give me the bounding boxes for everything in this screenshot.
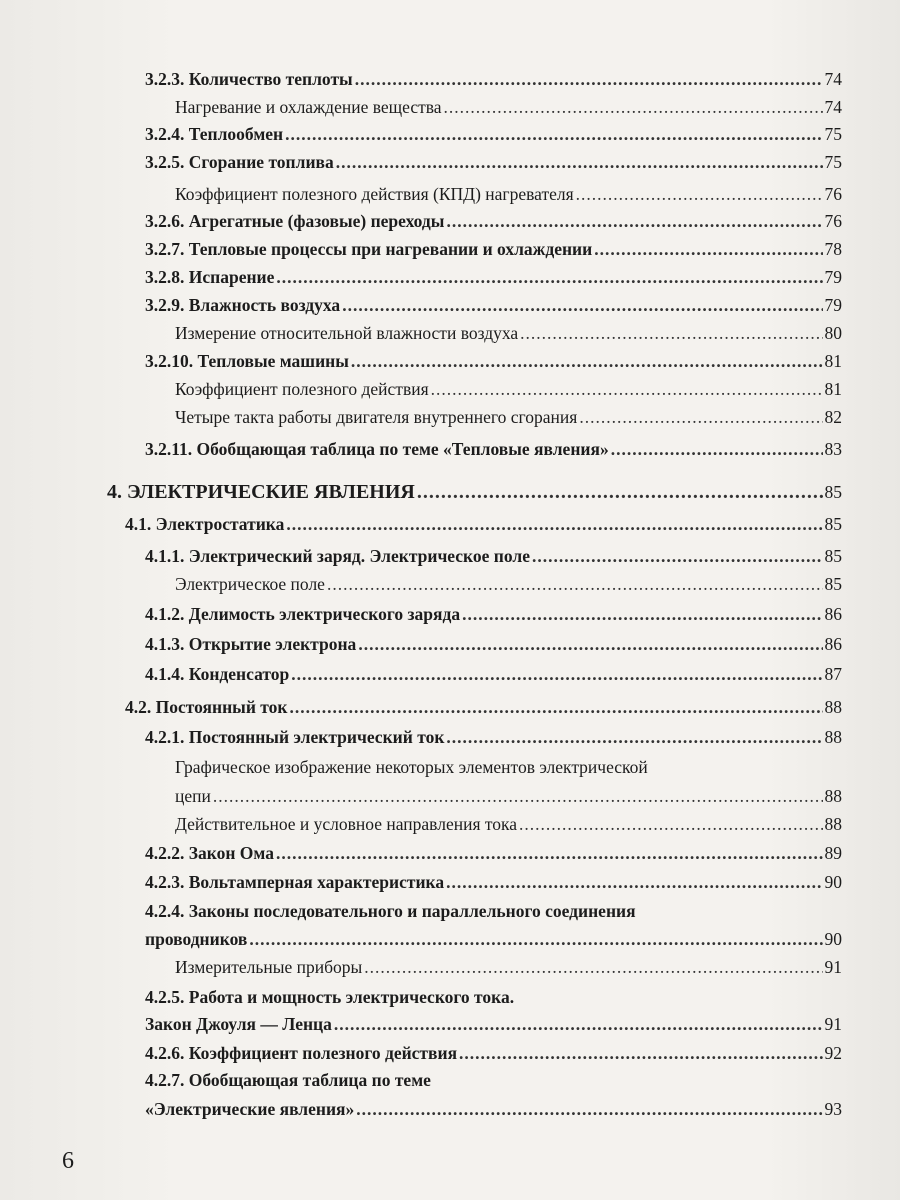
toc-entry-title: 3.2.4. Теплообмен [145, 124, 284, 144]
toc-page-number: 88 [824, 786, 842, 806]
toc-entry-title: Коэффициент полезного действия (КПД) нагревателя [175, 184, 574, 204]
dot-leader [291, 662, 822, 686]
toc-page-number: 86 [824, 634, 842, 654]
toc-entry [145, 725, 842, 749]
toc-entry-title: Графическое изображение некоторых элементов электрической [175, 757, 648, 777]
dot-leader [444, 95, 823, 119]
toc-page-number: 83 [824, 439, 842, 459]
toc-entry-title: 4. ЭЛЕКТРИЧЕСКИЕ ЯВЛЕНИЯ [107, 481, 415, 503]
toc-entry-title: Коэффициент полезного действия [175, 379, 429, 399]
toc-page-number: 93 [824, 1099, 842, 1119]
toc-entry [145, 122, 842, 146]
toc-entry [145, 1041, 842, 1065]
toc-page-number: 86 [824, 604, 842, 624]
toc-page-number: 88 [824, 697, 842, 717]
dot-leader [364, 955, 822, 979]
toc-entry [175, 182, 842, 206]
dot-leader [327, 572, 823, 596]
dot-leader [532, 544, 823, 568]
toc-entry-title: 3.2.8. Испарение [145, 267, 275, 287]
toc-entry [145, 841, 842, 865]
toc-entry [175, 572, 842, 596]
toc-entry-title: 4.2.4. Законы последовательного и параллельного соединения [145, 901, 636, 921]
toc-entry-title: 3.2.9. Влажность воздуха [145, 295, 341, 315]
dot-leader [334, 1012, 823, 1036]
toc-page-number: 81 [824, 351, 842, 371]
dot-leader [213, 784, 823, 808]
toc-entry-title: 4.1.2. Делимость электрического заряда [145, 604, 461, 624]
dot-leader [358, 632, 822, 656]
dot-leader [446, 725, 822, 749]
toc-entry-title: цепи [175, 786, 211, 806]
dot-leader [276, 265, 822, 289]
toc-page-number: 89 [824, 843, 842, 863]
dot-leader [356, 1097, 822, 1121]
dot-leader [431, 377, 823, 401]
toc-page-number: 74 [824, 69, 842, 89]
toc-entry [175, 377, 842, 401]
toc-entry [145, 632, 842, 656]
toc-page-number: 85 [824, 482, 842, 502]
toc-page-number: 90 [824, 929, 842, 949]
dot-leader [276, 841, 823, 865]
dot-leader [594, 237, 822, 261]
toc-page-number: 91 [824, 957, 842, 977]
dot-leader [286, 512, 822, 536]
toc-entry-title: 4.1.3. Открытие электрона [145, 634, 357, 654]
toc-entry [145, 349, 842, 373]
toc-page-number: 74 [824, 97, 842, 117]
toc-entry [175, 405, 842, 429]
toc-entry-title: 4.1.4. Конденсатор [145, 664, 290, 684]
toc-entry [145, 237, 842, 261]
toc-page-number: 79 [824, 295, 842, 315]
toc-entry-title: 4.1.1. Электрический заряд. Электрическое поле [145, 546, 530, 566]
toc-entry-title: 4.2.1. Постоянный электрический ток [145, 727, 445, 747]
toc-entry [145, 662, 842, 686]
toc-entry-title: 4.2.5. Работа и мощность электрического тока. [145, 987, 515, 1007]
toc-page-number: 88 [824, 814, 842, 834]
dot-leader [446, 209, 822, 233]
dot-leader [520, 321, 822, 345]
toc-entry-title: 4.2.7. Обобщающая таблица по теме [145, 1070, 431, 1090]
toc-entry-title: Нагревание и охлаждение вещества [175, 97, 442, 117]
dot-leader [342, 293, 822, 317]
toc-page-number: 85 [824, 574, 842, 594]
toc-entry-title: 3.2.10. Тепловые машины [145, 351, 349, 371]
dot-leader [417, 480, 823, 504]
toc-entry-title: 3.2.7. Тепловые процессы при нагревании и охлаждении [145, 239, 593, 259]
toc-page-number: 75 [824, 152, 842, 172]
toc-entry-title: 3.2.3. Количество теплоты [145, 69, 353, 89]
toc-entry [145, 209, 842, 233]
toc-entry-title: 4.2.2. Закон Ома [145, 843, 274, 863]
toc-entry-title: Электрическое поле [175, 574, 325, 594]
dot-leader [351, 349, 823, 373]
toc-entry-title: 3.2.5. Сгорание топлива [145, 152, 334, 172]
dot-leader [462, 602, 822, 626]
toc-entry [145, 544, 842, 568]
toc-entry [145, 265, 842, 289]
toc-page-number: 88 [824, 727, 842, 747]
toc-entry-title: Измерение относительной влажности воздуха [175, 323, 519, 343]
toc-entry-title: 4.1. Электростатика [125, 514, 285, 534]
toc-entry-title: 3.2.11. Обобщающая таблица по теме «Тепловые явления» [145, 439, 609, 459]
toc-entry-title: 4.2. Постоянный ток [125, 697, 288, 717]
page-number: 6 [62, 1148, 74, 1174]
toc-entry [175, 784, 842, 808]
toc-entry [145, 293, 842, 317]
toc-entry [145, 602, 842, 626]
dot-leader [519, 812, 822, 836]
toc-entry [145, 870, 842, 894]
toc-entry [145, 899, 636, 923]
toc-entry-title: 3.2.6. Агрегатные (фазовые) переходы [145, 211, 445, 231]
dot-leader [290, 695, 823, 719]
toc-entry [175, 321, 842, 345]
toc-page-number: 79 [824, 267, 842, 287]
toc-page-number: 90 [824, 872, 842, 892]
toc-entry-title: Измерительные приборы [175, 957, 363, 977]
toc-entry [175, 955, 842, 979]
toc-entry [145, 1097, 842, 1121]
toc-entry [107, 480, 842, 504]
toc-entry [125, 512, 842, 536]
toc-entry [145, 67, 842, 91]
toc-page-number: 85 [824, 514, 842, 534]
toc-page-number: 85 [824, 546, 842, 566]
toc-entry-title: «Электрические явления» [145, 1099, 355, 1119]
toc-entry [145, 150, 842, 174]
toc-entry [175, 812, 842, 836]
toc-page-number: 76 [824, 184, 842, 204]
dot-leader [355, 67, 823, 91]
dot-leader [459, 1041, 822, 1065]
dot-leader [446, 870, 822, 894]
toc-entry [145, 927, 842, 951]
toc-entry-title: проводников [145, 929, 248, 949]
toc-entry [125, 695, 842, 719]
toc-page-number: 81 [824, 379, 842, 399]
toc-page-number: 80 [824, 323, 842, 343]
toc-entry-title: Закон Джоуля — Ленца [145, 1014, 332, 1034]
dot-leader [336, 150, 823, 174]
toc-page-number: 78 [824, 239, 842, 259]
toc-entry-title: Четыре такта работы двигателя внутреннего сгорания [175, 407, 578, 427]
toc-entry [145, 437, 842, 461]
toc-page-number: 76 [824, 211, 842, 231]
toc-page-number: 91 [824, 1014, 842, 1034]
dot-leader [249, 927, 822, 951]
toc-page-number: 87 [824, 664, 842, 684]
toc-entry-title: 4.2.6. Коэффициент полезного действия [145, 1043, 458, 1063]
toc-entry [145, 1068, 431, 1092]
dot-leader [579, 405, 822, 429]
dot-leader [611, 437, 823, 461]
toc-entry-title: 4.2.3. Вольтамперная характеристика [145, 872, 445, 892]
toc-entry [145, 985, 514, 1009]
toc-entry [175, 95, 842, 119]
dot-leader [576, 182, 823, 206]
toc-entry-title: Действительное и условное направления тока [175, 814, 518, 834]
toc-entry [175, 755, 648, 779]
dot-leader [285, 122, 822, 146]
toc-entry [145, 1012, 842, 1036]
toc-page-number: 75 [824, 124, 842, 144]
toc-page-number: 82 [824, 407, 842, 427]
toc-page-number: 92 [824, 1043, 842, 1063]
